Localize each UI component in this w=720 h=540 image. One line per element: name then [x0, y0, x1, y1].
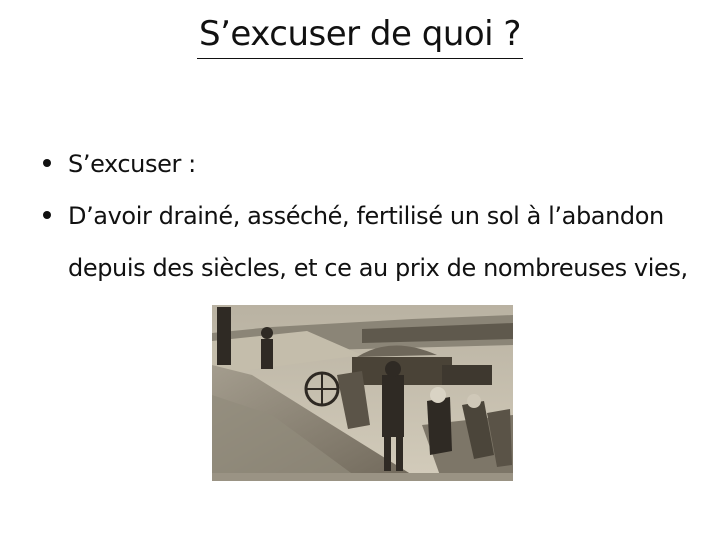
- bullet-item: [40, 138, 690, 190]
- bullet-list: [40, 138, 690, 294]
- bullet-text: D’avoir drainé, asséché, fertilisé un sol à l’abandon depuis des siècles, et ce au prix de nombreuses vies,: [68, 202, 688, 282]
- bullet-dot-icon: [43, 211, 51, 219]
- slide-title-text: S’excuser de quoi ?: [197, 15, 523, 59]
- bullet-text: S’excuser :: [68, 150, 196, 178]
- historic-photo-image: [212, 305, 513, 481]
- bullet-item: [40, 190, 690, 294]
- slide-title: [0, 14, 720, 59]
- bullet-dot-icon: [43, 159, 51, 167]
- historic-photo: [212, 305, 513, 481]
